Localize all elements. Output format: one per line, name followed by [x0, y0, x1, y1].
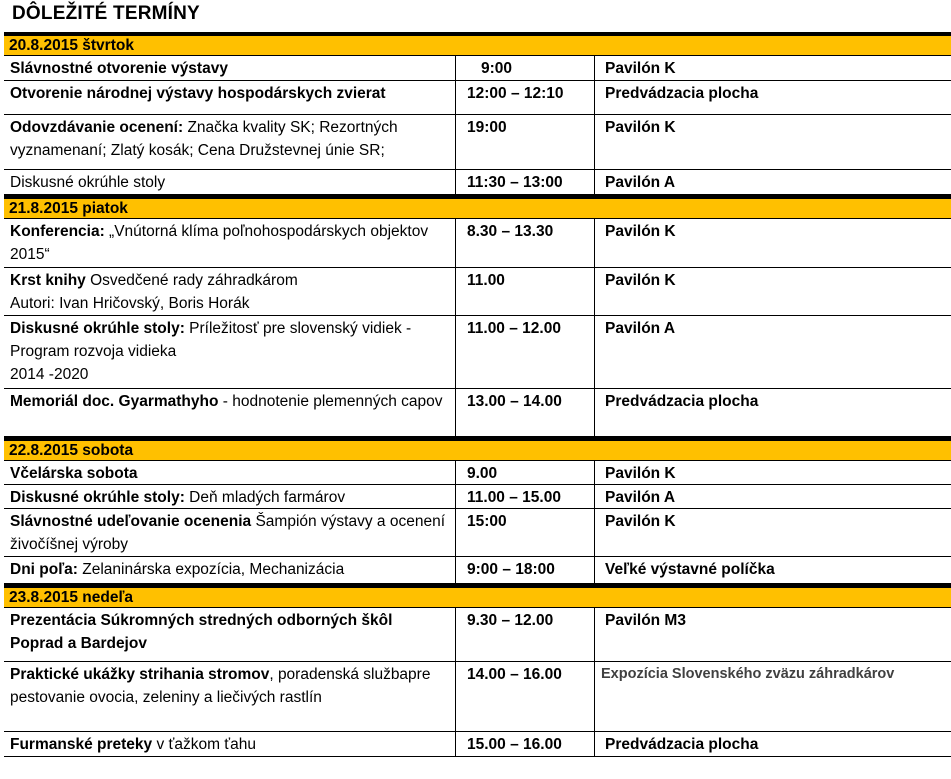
day-header: 20.8.2015 štvrtok: [4, 32, 951, 56]
place-cell: Pavilón M3: [605, 612, 686, 629]
event-cell: Prezentácia Súkromných stredných odborných škôl Poprad a Bardejov: [4, 608, 456, 661]
table-row: [4, 557, 951, 584]
time-cell: 9.30 – 12.00: [456, 608, 595, 661]
time-cell: 12:00 – 12:10: [456, 81, 595, 114]
place-cell: Pavilón K: [605, 60, 676, 77]
table-row: [4, 608, 951, 662]
time-cell: 8.30 – 13.30: [456, 219, 595, 267]
event-cell: Slávnostné otvorenie výstavy: [4, 56, 456, 80]
table-row: [4, 56, 951, 81]
place-cell: Predvádzacia plocha: [605, 85, 759, 102]
time-cell: 11.00 – 12.00: [456, 316, 595, 388]
page-title: DÔLEŽITÉ TERMÍNY: [12, 3, 200, 24]
place-cell: Predvádzacia plocha: [605, 393, 759, 410]
time-cell: 15:00: [456, 509, 595, 556]
time-cell: 14.00 – 16.00: [456, 662, 595, 731]
table-row: [4, 485, 951, 509]
schedule-table: [4, 32, 951, 757]
table-row: [4, 316, 951, 389]
day-header: 21.8.2015 piatok: [4, 195, 951, 219]
table-row: [4, 461, 951, 485]
day-header: 23.8.2015 nedeľa: [4, 584, 951, 608]
event-cell: Krst knihy Osvedčené rady záhradkárom Autori: Ivan Hričovský, Boris Horák: [4, 268, 456, 315]
place-cell: Pavilón A: [605, 174, 676, 191]
event-cell: Furmanské preteky v ťažkom ťahu: [4, 732, 456, 756]
time-cell: 13.00 – 14.00: [456, 389, 595, 436]
day-header: 22.8.2015 sobota: [4, 437, 951, 461]
place-cell: Expozícia Slovenského zväzu záhradkárov: [601, 666, 895, 682]
table-row: [4, 732, 951, 757]
table-row: [4, 115, 951, 170]
place-cell: Predvádzacia plocha: [605, 736, 759, 753]
event-cell: Konferencia: „Vnútorná klíma poľnohospodárskych objektov 2015“: [4, 219, 456, 267]
place-cell: Pavilón K: [605, 223, 676, 240]
event-cell: Diskusné okrúhle stoly: Deň mladých farmárov: [4, 485, 456, 508]
place-cell: Pavilón K: [605, 272, 676, 289]
table-row: [4, 81, 951, 115]
event-cell: Otvorenie národnej výstavy hospodárskych zvierat: [4, 81, 456, 114]
event-cell: Diskusné okrúhle stoly: [4, 170, 456, 194]
place-cell: Veľké výstavné políčka: [605, 561, 775, 578]
time-cell: 11:30 – 13:00: [456, 170, 595, 194]
event-cell: Memoriál doc. Gyarmathyho - hodnotenie plemenných capov: [4, 389, 456, 436]
time-cell: 9.00: [456, 461, 595, 484]
place-cell: Pavilón A: [605, 320, 676, 337]
table-row: [4, 268, 951, 316]
time-cell: 15.00 – 16.00: [456, 732, 595, 756]
event-cell: Odovzdávanie ocenení: Značka kvality SK; Rezortných vyznamenaní; Zlatý kosák; Cena Družstevnej únie SR;: [4, 115, 456, 169]
event-cell: Diskusné okrúhle stoly: Príležitosť pre slovenský vidiek - Program rozvoja vidieka 2014 -2020: [4, 316, 456, 388]
event-cell: Slávnostné udeľovanie ocenenia Šampión výstavy a ocenení živočíšnej výroby: [4, 509, 456, 556]
time-cell: 11.00 – 15.00: [456, 485, 595, 508]
table-row: [4, 389, 951, 437]
time-cell: 11.00: [456, 268, 595, 315]
event-cell: Včelárska sobota: [4, 461, 456, 484]
table-row: [4, 219, 951, 268]
table-row: [4, 662, 951, 732]
table-row: [4, 170, 951, 195]
time-cell: 19:00: [456, 115, 595, 169]
table-row: [4, 509, 951, 557]
event-cell: Praktické ukážky strihania stromov, poradenská službapre pestovanie ovocia, zeleniny a liečivých rastlín: [4, 662, 456, 731]
place-cell: Pavilón K: [605, 119, 676, 136]
event-cell: Dni poľa: Zelaninárska expozícia, Mechanizácia: [4, 557, 456, 583]
time-cell: 9:00 – 18:00: [456, 557, 595, 583]
place-cell: Pavilón K: [605, 465, 676, 482]
place-cell: Pavilón K: [605, 513, 676, 530]
place-cell: Pavilón A: [605, 489, 676, 506]
time-cell: 9:00: [456, 56, 595, 80]
